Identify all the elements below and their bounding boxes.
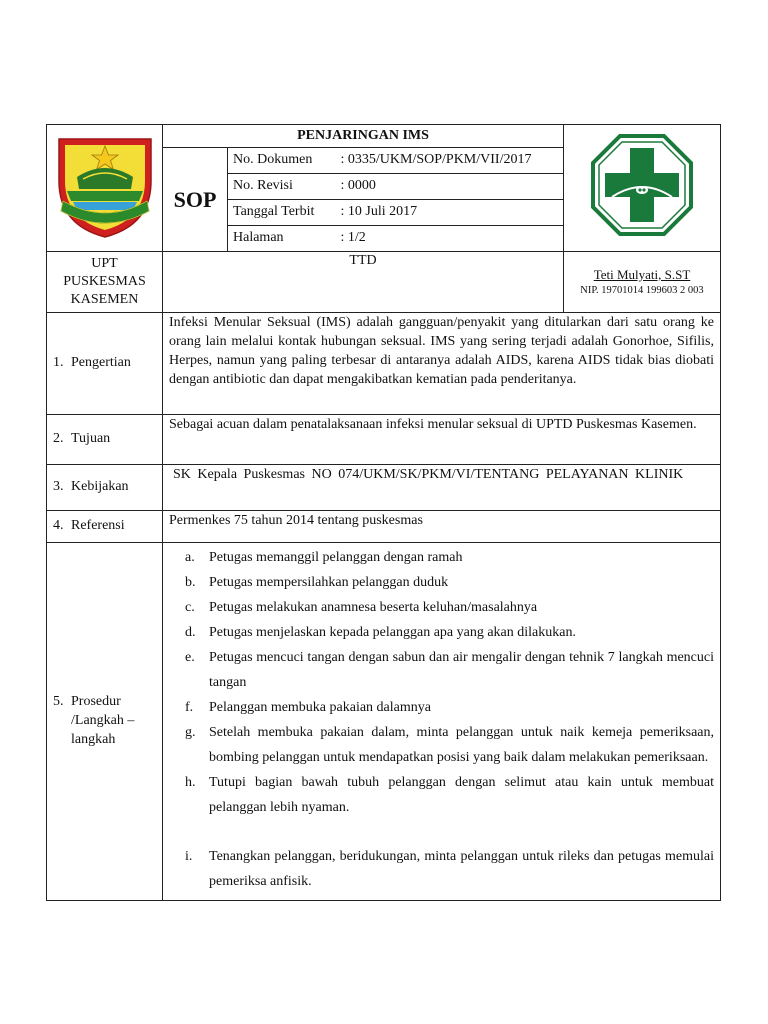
section-label-text: Tujuan	[71, 431, 111, 447]
section-label-pengertian	[47, 313, 163, 415]
puskesmas-cross-logo-icon	[590, 133, 694, 237]
prosedur-label-line-2: /Langkah –	[71, 713, 135, 729]
organization-name	[47, 252, 163, 313]
org-line-2: PUSKESMAS	[63, 273, 146, 289]
meta-value-revision: : 0000	[338, 174, 564, 200]
section-content-referensi: Permenkes 75 tahun 2014 tentang puskesmas	[163, 511, 721, 543]
list-item	[185, 720, 714, 770]
section-content-prosedur	[163, 543, 721, 901]
step-marker: c.	[185, 600, 195, 615]
section-number: 2.	[53, 431, 64, 447]
section-label-text: Pengertian	[71, 355, 131, 371]
step-text: Pelanggan membuka pakaian dalamnya	[209, 700, 431, 715]
section-label-referensi	[47, 511, 163, 543]
sop-table	[46, 124, 721, 901]
step-marker: i.	[185, 849, 193, 864]
section-number: 5.	[53, 694, 64, 710]
list-item	[185, 844, 714, 894]
section-number: 4.	[53, 518, 64, 534]
kota-serang-emblem-icon	[53, 129, 157, 241]
list-item	[185, 770, 714, 820]
sop-label: SOP	[163, 148, 228, 252]
step-text: Setelah membuka pakaian dalam, minta pelanggan untuk naik kemeja pemeriksaan, bombing pelanggan untuk mendapatkan posisi yang baik dalam melakukan pemeriksaan.	[209, 725, 714, 765]
section-label-text: Referensi	[71, 518, 125, 534]
section-label-kebijakan	[47, 465, 163, 511]
ttd-label: TTD	[349, 253, 377, 268]
prosedur-label-line-3: langkah	[71, 731, 116, 747]
step-marker: h.	[185, 775, 196, 790]
step-marker: b.	[185, 575, 196, 590]
meta-value-page: : 1/2	[338, 226, 564, 252]
step-text: Tutupi bagian bawah tubuh pelanggan dengan selimut atau kain untuk membuat pelanggan lebih nyaman.	[209, 775, 714, 815]
meta-value-doc-number: : 0335/UKM/SOP/PKM/VII/2017	[338, 148, 564, 174]
signatory	[564, 252, 721, 313]
section-label-tujuan	[47, 415, 163, 465]
prosedur-label-line-1: Prosedur	[71, 694, 121, 710]
list-item	[185, 620, 714, 645]
step-marker: g.	[185, 725, 196, 740]
list-item	[185, 695, 714, 720]
step-marker: e.	[185, 650, 195, 665]
signatory-nip: NIP. 19701014 199603 2 003	[580, 284, 704, 296]
section-label-prosedur	[47, 543, 163, 901]
step-text: Petugas melakukan anamnesa beserta keluhan/masalahnya	[209, 600, 538, 615]
section-number: 3.	[53, 479, 64, 495]
step-marker: a.	[185, 550, 195, 565]
step-marker: f.	[185, 700, 194, 715]
meta-label-doc-number: No. Dokumen	[228, 148, 338, 174]
step-text: Petugas mencuci tangan dengan sabun dan air mengalir dengan tehnik 7 langkah mencuci tangan	[209, 650, 714, 690]
document-title: PENJARINGAN IMS	[163, 125, 564, 148]
left-logo-cell	[47, 125, 163, 252]
section-number: 1.	[53, 355, 64, 371]
list-item	[185, 595, 714, 620]
list-item	[185, 645, 714, 695]
section-content-tujuan: Sebagai acuan dalam penatalaksanaan infeksi menular seksual di UPTD Puskesmas Kasemen.	[163, 415, 721, 465]
meta-value-issue-date: : 10 Juli 2017	[338, 200, 564, 226]
procedure-steps	[163, 543, 720, 900]
meta-label-revision: No. Revisi	[228, 174, 338, 200]
section-label-text: Kebijakan	[71, 479, 129, 495]
section-content-kebijakan: SK Kepala Puskesmas NO 074/UKM/SK/PKM/VI/TENTANG PELAYANAN KLINIK	[163, 465, 721, 511]
org-line-3: KASEMEN	[70, 292, 139, 308]
list-item	[185, 545, 714, 570]
org-line-1: UPT	[91, 255, 118, 271]
step-text: Petugas memanggil pelanggan dengan ramah	[209, 550, 463, 565]
signature-area	[163, 252, 564, 313]
meta-label-page: Halaman	[228, 226, 338, 252]
step-marker: d.	[185, 625, 196, 640]
right-logo-cell	[564, 125, 721, 252]
step-text: Tenangkan pelanggan, beridukungan, minta pelanggan untuk rileks dan petugas memulai pemeriksa anfisik.	[209, 849, 714, 889]
meta-label-issue-date: Tanggal Terbit	[228, 200, 338, 226]
step-text: Petugas menjelaskan kepada pelanggan apa yang akan dilakukan.	[209, 625, 576, 640]
signatory-name: Teti Mulyati, S.ST	[593, 267, 691, 283]
section-content-pengertian: Infeksi Menular Seksual (IMS) adalah gangguan/penyakit yang ditularkan dari satu orang ke orang lain melalui kontak hubungan seksual. IMS yang sering terjadi adalah Gonorhoe, Sifilis, Herpes, namun yang paling terbesar di antaranya adalah AIDS, karena AIDS tidak bias diobati dengan antibiotic dan dapat mengakibatkan kematian pada penderitanya.	[163, 313, 721, 415]
list-item	[185, 570, 714, 595]
step-text: Petugas mempersilahkan pelanggan duduk	[209, 575, 449, 590]
